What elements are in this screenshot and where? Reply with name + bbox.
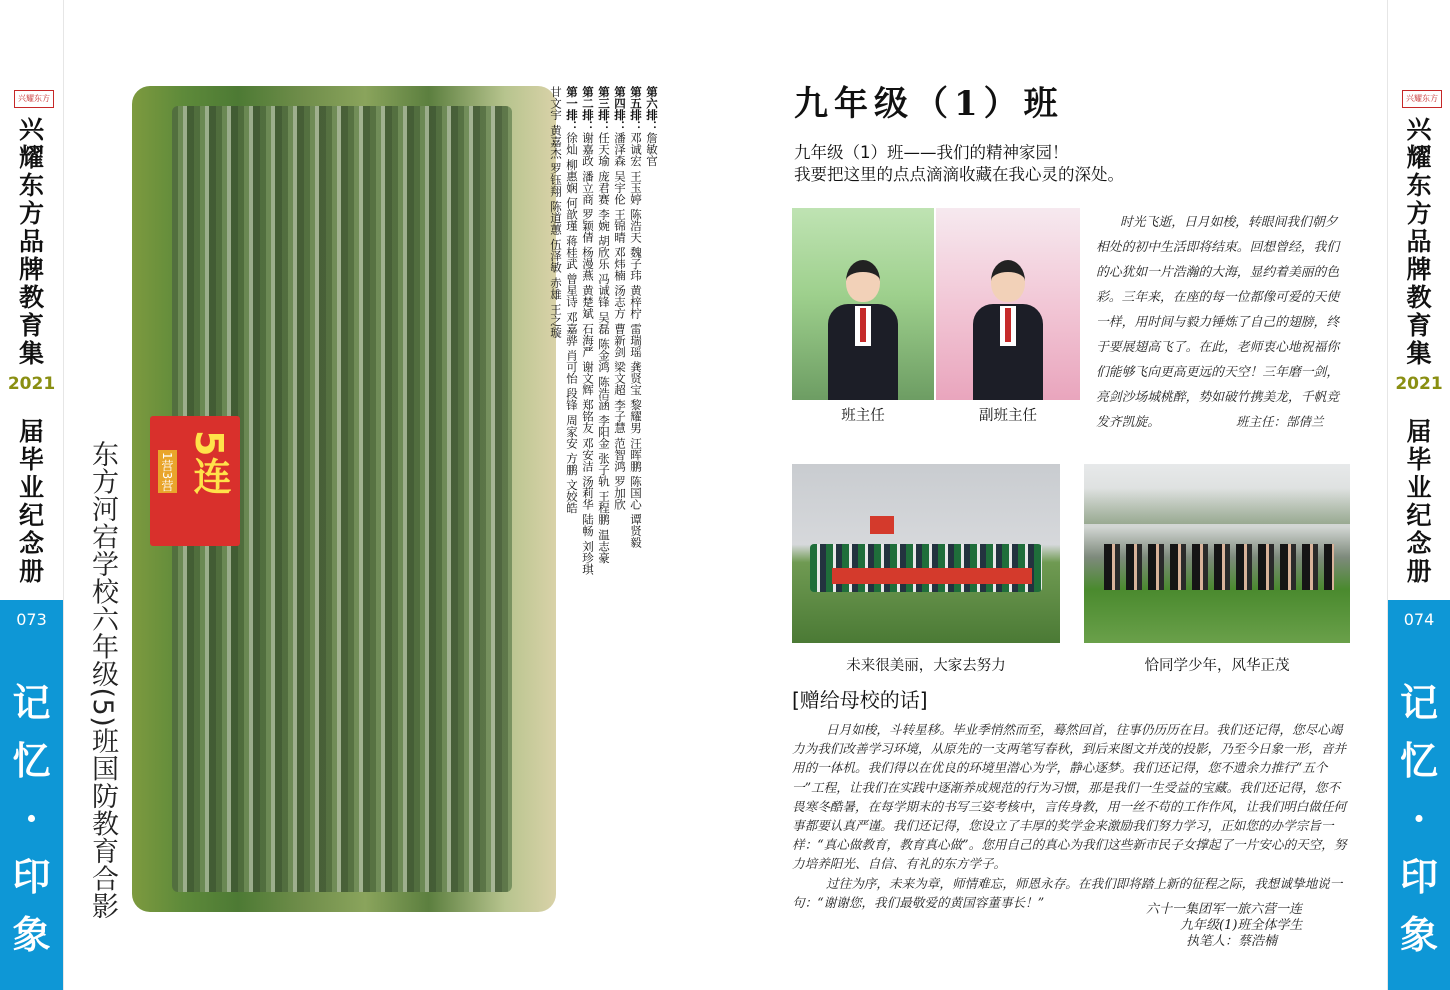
- brand-char: 耀: [1406, 143, 1432, 172]
- group-photo: [132, 86, 556, 912]
- subtitle-char: 毕: [18, 445, 44, 474]
- page-number: 074: [1403, 610, 1435, 629]
- row-label: 第六排：: [645, 86, 659, 132]
- brand-char: 集: [18, 339, 44, 368]
- subtitle-char: 业: [1406, 473, 1432, 502]
- subtitle-char: 念: [1406, 529, 1432, 558]
- subtitle-char: 业: [18, 473, 44, 502]
- activity-photo-2: [1084, 464, 1350, 643]
- subtitle-char: 册: [18, 557, 44, 586]
- deputy-teacher-caption: 副班主任: [979, 408, 1037, 424]
- section-char: 记: [1399, 680, 1438, 725]
- company-flag: [150, 416, 240, 546]
- farewell-message: [792, 720, 1352, 912]
- name-row: [596, 86, 612, 912]
- row-names: 徐灿 柳惠娴 何歆瑾 蒋桂武 曾星诗 邓嘉骅 肖可怡 段锋 周家安 方鹏 文姣皓: [565, 132, 579, 514]
- teacher-signature: 班主任：郜倩兰: [1236, 414, 1324, 429]
- section-char: ·: [1412, 796, 1426, 841]
- section-title: [0, 674, 63, 964]
- row-names: 任天瑜 庞君赛 李婉 胡欣乐 冯诚锋 吴磊 陈金鸿 陈浩涵 李阳金 张子轨 王程鹏 温志豪: [597, 132, 611, 564]
- section-char: 象: [1399, 912, 1438, 957]
- teacher-figure: [828, 260, 898, 400]
- signature-class: 九年级(1)班全体学生: [1180, 918, 1303, 933]
- subtitle-char: 纪: [1406, 501, 1432, 530]
- row-names: 詹敏官: [645, 132, 659, 167]
- section-char: 印: [12, 854, 51, 899]
- subtitle-char: 纪: [18, 501, 44, 530]
- teacher-tie: [860, 308, 866, 342]
- section-band: [0, 600, 63, 990]
- brand-char: 教: [18, 283, 44, 312]
- right-sidebar: [1387, 0, 1450, 990]
- brand-char: 育: [1406, 311, 1432, 340]
- brand-char: 兴: [18, 115, 44, 144]
- section-char: 忆: [12, 738, 51, 783]
- row-label: 第二排：: [581, 86, 595, 132]
- row-names: 邓诚宏 王玉婷 陈浩天 魏子玮 黄梓柠 雷瑞瑶 龚贤宝 黎耀男 汪晖鹏 陈国心 谭贤毅: [629, 132, 643, 549]
- teacher-message: 时光飞逝，日月如梭，转眼间我们朝夕相处的初中生活即将结束。回想曾经，我们的心犹如一片浩瀚的大海，显约着美丽的色彩。三年来，在座的每一位都像可爱的天使一样，用时间与毅力锤炼了自己的翅膀，终于要展翅高飞了。在此，老师衷心地祝福你们能够飞向更高更远的天空！三年磨一剑，亮剑沙场城桃醉，势如破竹携美龙，千帆竞发齐凯旋。: [1096, 215, 1340, 430]
- brand-char: 集: [1406, 339, 1432, 368]
- name-row: [644, 86, 660, 912]
- section-band: [1388, 600, 1450, 990]
- yearbook-subtitle: [0, 418, 63, 586]
- teacher-figure: [973, 260, 1043, 400]
- section-char: ·: [24, 796, 39, 841]
- activity-caption-1: 未来很美丽，大家去努力: [846, 658, 1006, 674]
- name-row: [580, 86, 596, 912]
- subtitle-char: 念: [18, 529, 44, 558]
- brand-char: 方: [18, 199, 44, 228]
- class-title: 九年级（1）班: [794, 84, 1064, 124]
- brand-char: 东: [18, 171, 44, 200]
- brand-char: 品: [1406, 227, 1432, 256]
- left-sidebar: [0, 0, 64, 990]
- subtitle-char: 届: [1406, 417, 1432, 446]
- section-char: 印: [1399, 854, 1438, 899]
- farewell-heading: [赠给母校的话]: [792, 688, 928, 712]
- name-row: [548, 86, 564, 912]
- section-char: 忆: [1399, 738, 1438, 783]
- activity-caption-2: 恰同学少年，风华正茂: [1144, 658, 1290, 674]
- section-title: [1388, 674, 1450, 964]
- section-char: 记: [12, 680, 51, 725]
- signature-writer: 执笔人：蔡浩楠: [1186, 934, 1278, 949]
- brand-char: 教: [1406, 283, 1432, 312]
- subtitle-char: 册: [1406, 557, 1432, 586]
- head-teacher-photo: [792, 208, 934, 400]
- flag-sub-text: 1营3营: [158, 450, 177, 493]
- row-label: 第三排：: [597, 86, 611, 132]
- brand-char: 育: [18, 311, 44, 340]
- brand-char: 东: [1406, 171, 1432, 200]
- brand-logo: 兴耀东方: [1402, 90, 1442, 108]
- brand-char: 牌: [18, 255, 44, 284]
- teacher-head: [846, 260, 880, 302]
- brand-name: [0, 116, 63, 368]
- row-names: 潘泽森 吴宇伦 王锦晴 邓炜楠 汤志方 曹新剑 梁文超 李子慧 范智鸿 罗加欣: [613, 132, 627, 510]
- name-row: [612, 86, 628, 912]
- head-teacher-caption: 班主任: [841, 408, 885, 424]
- intro-line: 九年级（1）班——我们的精神家园！: [794, 143, 1069, 162]
- row-label: 第四排：: [613, 86, 627, 132]
- brand-char: 兴: [1406, 115, 1432, 144]
- teacher-head: [991, 260, 1025, 302]
- yearbook-subtitle: [1388, 418, 1450, 586]
- subtitle-char: 届: [18, 417, 44, 446]
- page-number: 073: [16, 610, 47, 629]
- brand-char: 方: [1406, 199, 1432, 228]
- row-names: 谢嘉政 潘立商 罗颖倩 杨漫燕 黄楚斌 石海严 谢文辉 郑铭友 邓安洁 汤莉华 陆畅 刘珍琪: [581, 132, 595, 575]
- graduation-year: 2021: [1395, 374, 1443, 394]
- background-trees: [1084, 464, 1350, 524]
- signature-unit: 六十一集团军一旅六营一连: [1146, 902, 1303, 917]
- graduation-year: 2021: [7, 374, 56, 394]
- row-names: 甘文宇 黄嘉杰 罗钰翔 陈道蕙 伍泽敏 赤雄 王之璇: [549, 86, 563, 338]
- brand-char: 耀: [18, 143, 44, 172]
- subtitle-char: 毕: [1406, 445, 1432, 474]
- student-name-list: [549, 86, 660, 912]
- row-label: 第五排：: [629, 86, 643, 132]
- students-group: [1104, 544, 1334, 590]
- intro-line: 我要把这里的点点滴滴收藏在我心灵的深处。: [794, 165, 1124, 184]
- name-row: [564, 86, 580, 912]
- farewell-paragraph: 日月如梭，斗转星移。毕业季悄然而至，蓦然回首，往事仍历历在目。我们还记得，您尽心竭力为我们改善学习环境，从原先的一支两笔写春秋，到后来图文并茂的投影，乃至今日象一形，音并用的一体机。我们得以在优良的环境里潜心为学，静心逐梦。我们还记得，您不遗余力推行“五个一”工程，让我们在实践中逐渐养成规范的行为习惯，那是我们一生受益的宝藏。我们还记得，您不畏寒冬酷暑，在每学期末的书写三姿考核中，言传身教，用一丝不苟的工作作风，让我们明白做任何事都要认真严谨。我们还记得，您设立了丰厚的奖学金来激励我们努力学习，正如您的办学宗旨一样：“真心做教育，教育真心做”。您用自己的真心为我们这些新市民子女撑起了一片安心的天空，努力培养阳光、自信、有礼的东方学子。: [792, 722, 1347, 872]
- activity-photo-1: [792, 464, 1060, 643]
- brand-name: [1388, 116, 1450, 368]
- farewell-paragraph: 过往为序，未来为章，师情难忘，师恩永存。在我们即将踏上新的征程之际，我想诚挚地说一句：“谢谢您，我们最敬爱的黄国容董事长！”: [792, 875, 1343, 910]
- row-label: 第一排：: [565, 86, 579, 132]
- activity-banner: [832, 568, 1032, 584]
- brand-char: 牌: [1406, 255, 1432, 284]
- brand-char: 品: [18, 227, 44, 256]
- brand-logo: 兴耀东方: [14, 90, 54, 108]
- activity-flag: [870, 516, 894, 534]
- section-char: 象: [12, 912, 51, 957]
- group-photo-caption: 东方河宕学校六年级(5)班国防教育合影: [87, 440, 118, 920]
- flag-text: 5连: [187, 430, 231, 495]
- name-row: [628, 86, 644, 912]
- teacher-tie: [1005, 308, 1011, 342]
- class-intro: [794, 142, 1124, 186]
- deputy-teacher-photo: [936, 208, 1080, 400]
